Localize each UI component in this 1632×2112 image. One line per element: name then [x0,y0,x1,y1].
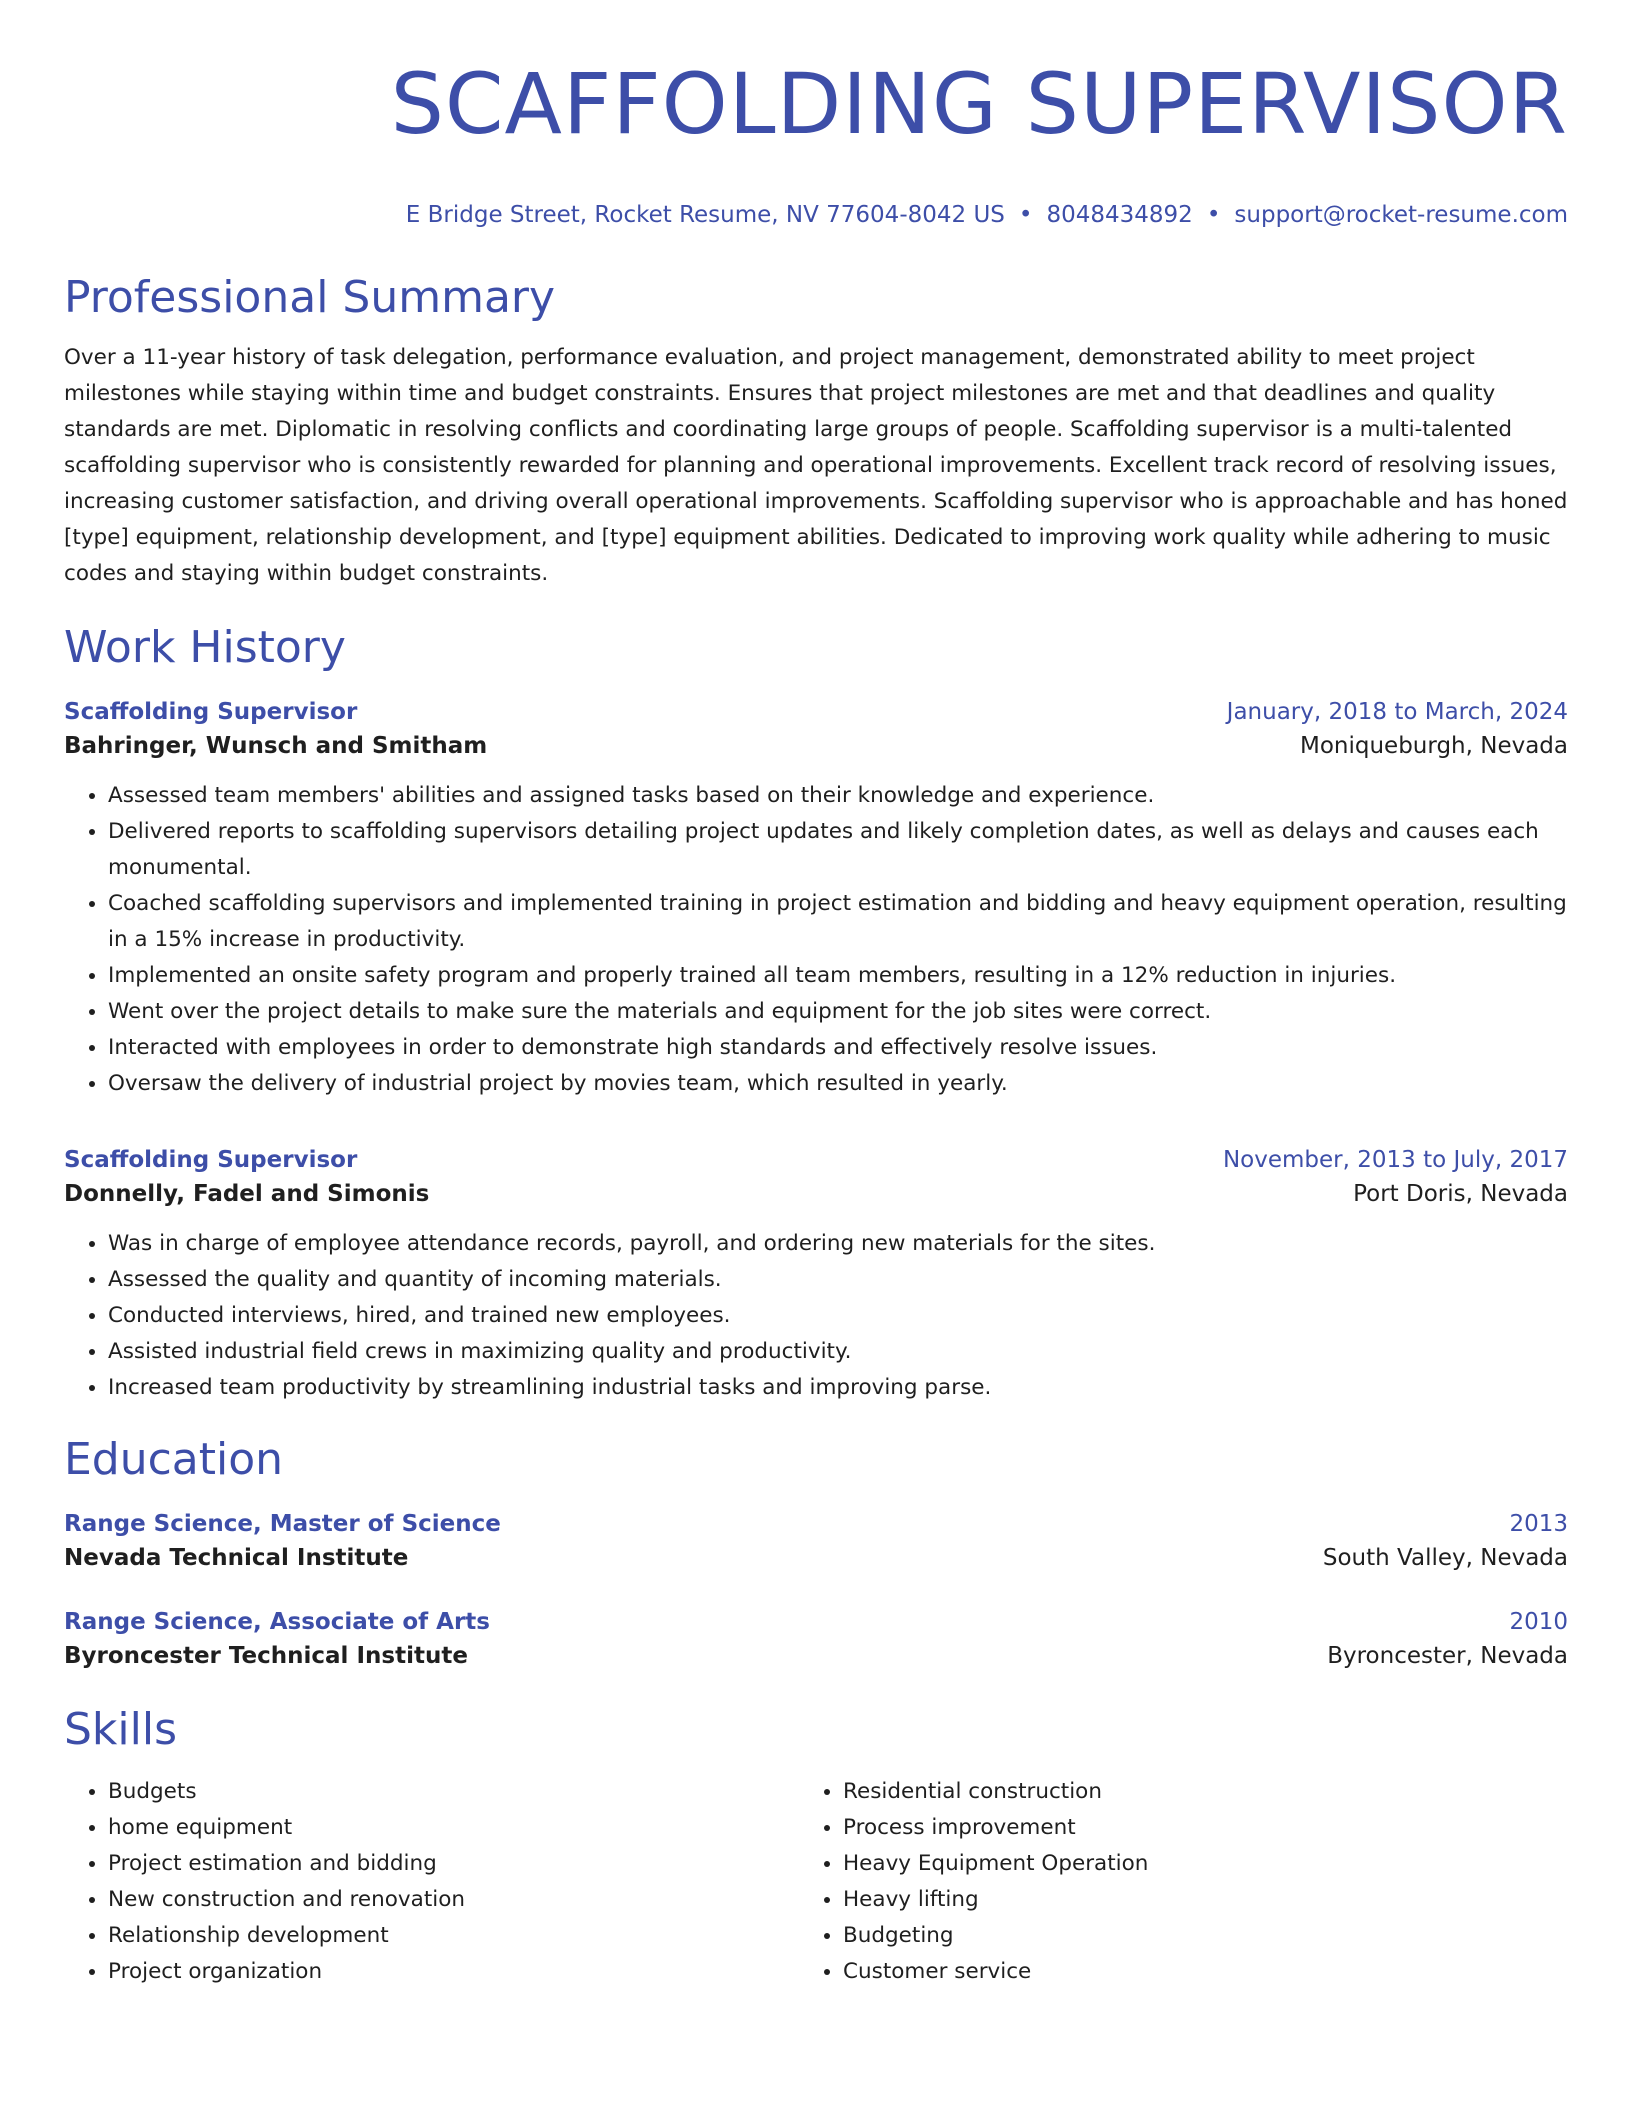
job-bullet: • Implemented an onsite safety program and properly trained all team members, resulting in a 12% reduction in injuries. [108,958,1568,994]
job-bullet: • Oversaw the delivery of industrial project by movies team, which resulted in yearly. [108,1066,1568,1102]
job-bullet: • Conducted interviews, hired, and trained new employees. [108,1298,1568,1334]
summary-text: Over a 11-year history of task delegation, performance evaluation, and project management, demonstrated ability to meet project milestones while staying within time and budget constraints. Ensures that project milestones are met and that deadlines and quality standards are met. Diplomatic in resolving conflicts and coordinating large groups of people. Scaffolding supervisor is a multi-talented scaffolding supervisor who is consistently rewarded for planning and operational improvements. Excellent track record of resolving issues, increasing customer satisfaction, and driving overall operational improvements. Scaffolding supervisor who is approachable and has honed [type] equipment, relationship development, and [type] equipment abilities. Dedicated to improving work quality while adhering to music codes and staying within budget constraints. [64,345,1568,586]
education-heading: Education [64,1434,284,1485]
skill-item: • Heavy Equipment Operation [843,1846,1534,1882]
skill-item: • home equipment [108,1810,799,1846]
job-company: Bahringer, Wunsch and Smitham [64,733,488,759]
skill-item: • Budgets [108,1774,799,1810]
contact-email: support@rocket-resume.com [1234,202,1568,228]
skills-columns [64,1774,1568,1990]
job-dates: November, 2013 to July, 2017 [1222,1147,1568,1173]
skills-list-right [799,1774,1534,1990]
skill-item: • Project estimation and bidding [108,1846,799,1882]
job-bullet: • Increased team productivity by streamlining industrial tasks and improving parse. [108,1370,1568,1406]
job-bullets [64,1226,1568,1406]
job-bullet: • Delivered reports to scaffolding supervisors detailing project updates and likely completion dates, as well as delays and causes each monumental. [108,814,1568,886]
education-school: Nevada Technical Institute [64,1545,409,1571]
job-bullet: • Coached scaffolding supervisors and implemented training in project estimation and bidding and heavy equipment operation, resulting in a 15% increase in productivity. [108,886,1568,958]
skill-item: • Relationship development [108,1918,799,1954]
contact-address: E Bridge Street, Rocket Resume, NV 77604-8042 US [405,202,1005,228]
skill-item: • Heavy lifting [843,1882,1534,1918]
job-bullet: • Assessed team members' abilities and assigned tasks based on their knowledge and experience. [108,778,1568,814]
contact-phone: 8048434892 [1046,202,1193,228]
job-bullets [64,778,1568,1102]
job-entry [64,696,1568,1102]
job-bullet: • Went over the project details to make sure the materials and equipment for the job sites were correct. [108,994,1568,1030]
education-location: South Valley, Nevada [1322,1545,1568,1571]
job-bullet: • Interacted with employees in order to demonstrate high standards and effectively resolve issues. [108,1030,1568,1066]
education-year: 2013 [1509,1511,1568,1537]
job-company: Donnelly, Fadel and Simonis [64,1181,430,1207]
education-degree: Range Science, Master of Science [64,1511,501,1537]
job-location: Port Doris, Nevada [1353,1181,1568,1207]
skills-heading: Skills [64,1704,178,1755]
education-year: 2010 [1509,1609,1568,1635]
job-location: Moniqueburgh, Nevada [1300,733,1568,759]
work-history-heading: Work History [64,622,346,673]
summary-heading: Professional Summary [64,272,556,323]
education-entry [64,1508,1568,1576]
skill-item: • Customer service [843,1954,1534,1990]
job-role: Scaffolding Supervisor [64,1147,358,1173]
job-bullet: • Was in charge of employee attendance records, payroll, and ordering new materials for the sites. [108,1226,1568,1262]
skill-item: • New construction and renovation [108,1882,799,1918]
education-location: Byroncester, Nevada [1327,1643,1568,1669]
contact-separator: • [1018,202,1033,228]
contact-separator: • [1206,202,1221,228]
job-bullet: • Assisted industrial field crews in maximizing quality and productivity. [108,1334,1568,1370]
contact-line [64,200,1568,230]
resume-title: SCAFFOLDING SUPERVISOR [390,55,1568,153]
job-role: Scaffolding Supervisor [64,699,358,725]
skill-item: • Budgeting [843,1918,1534,1954]
skill-item: • Process improvement [843,1810,1534,1846]
job-dates: January, 2018 to March, 2024 [1226,699,1568,725]
skills-list-left [64,1774,799,1990]
job-entry [64,1144,1568,1406]
education-school: Byroncester Technical Institute [64,1643,468,1669]
skill-item: • Project organization [108,1954,799,1990]
education-degree: Range Science, Associate of Arts [64,1609,490,1635]
skill-item: • Residential construction [843,1774,1534,1810]
education-entry [64,1606,1568,1674]
job-bullet: • Assessed the quality and quantity of incoming materials. [108,1262,1568,1298]
